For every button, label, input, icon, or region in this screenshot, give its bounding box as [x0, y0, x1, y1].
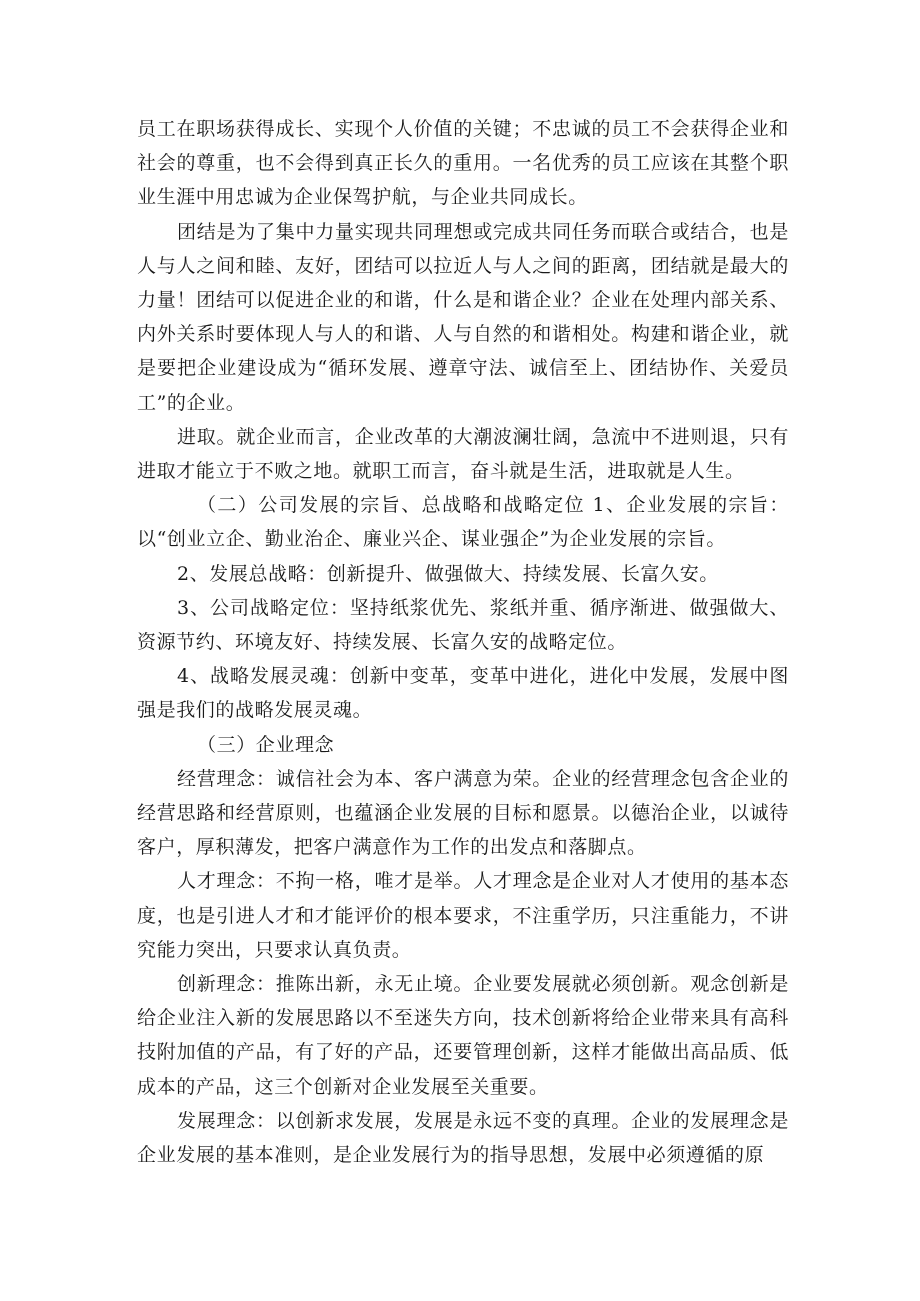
- paragraph-enterprising: 进取。就企业而言，企业改革的大潮波澜壮阔，急流中不进则退，只有进取才能立于不败之地。就职工而言，奋斗就是生活，进取就是人生。: [137, 425, 789, 483]
- paragraph-loyalty-continued: 员工在职场获得成长、实现个人价值的关键；不忠诚的员工不会获得企业和社会的尊重，也不会得到真正长久的重用。一名优秀的员工应该在其整个职业生涯中用忠诚为企业保驾护航，与企业共同成长。: [137, 118, 789, 209]
- paragraph-strategic-soul: 4、战略发展灵魂：创新中变革，变革中进化，进化中发展，发展中图强是我们的战略发展灵魂。: [137, 665, 789, 722]
- section-heading-philosophy: （三）企业理念: [197, 733, 335, 756]
- paragraph-business-philosophy: 经营理念：诚信社会为本、客户满意为荣。企业的经营理念包含企业的经营思路和经营原则，也蕴涵企业发展的目标和愿景。以德治企业，以诚待客户，厚积薄发，把客户满意作为工作的出发点和落脚点。: [137, 767, 789, 859]
- document-body: [137, 112, 789, 1172]
- paragraph-unity: 团结是为了集中力量实现共同理想或完成共同任务而联合或结合，也是人与人之间和睦、友好，团结可以拉近人与人之间的距离，团结就是最大的力量！团结可以促进企业的和谐，什么是和谐企业？企业在处理内部关系、内外关系时要体现人与人的和谐、人与自然的和谐相处。构建和谐企业，就是要把企业建设成为“循环发展、遵章守法、诚信至上、团结协作、关爱员工”的企业。: [137, 220, 789, 414]
- paragraph-overall-strategy: 2、发展总战略：创新提升、做强做大、持续发展、长富久安。: [177, 562, 719, 585]
- section-heading-purpose-strategy: （二）公司发展的宗旨、总战略和战略定位 1、企业发展的宗旨：以“创业立企、勤业治企、廉业兴企、谋业强企”为企业发展的宗旨。: [137, 494, 789, 551]
- paragraph-innovation-philosophy: 创新理念：推陈出新，永无止境。企业要发展就必须创新。观念创新是给企业注入新的发展思路以不至迷失方向，技术创新将给企业带来具有高科技附加值的产品，有了好的产品，还要管理创新，这样才能做出高品质、低成本的产品，这三个创新对企业发展至关重要。: [137, 973, 789, 1098]
- paragraph-talent-philosophy: 人才理念：不拘一格，唯才是举。人才理念是企业对人才使用的基本态度，也是引进人才和才能评价的根本要求，不注重学历，只注重能力，不讲究能力突出，只要求认真负责。: [137, 870, 789, 961]
- paragraph-strategic-positioning: 3、公司战略定位：坚持纸浆优先、浆纸并重、循序渐进、做强做大、资源节约、环境友好、持续发展、长富久安的战略定位。: [137, 596, 789, 654]
- paragraph-development-philosophy: 发展理念：以创新求发展，发展是永远不变的真理。企业的发展理念是企业发展的基本准则，是企业发展行为的指导思想，发展中必须遵循的原: [137, 1109, 789, 1167]
